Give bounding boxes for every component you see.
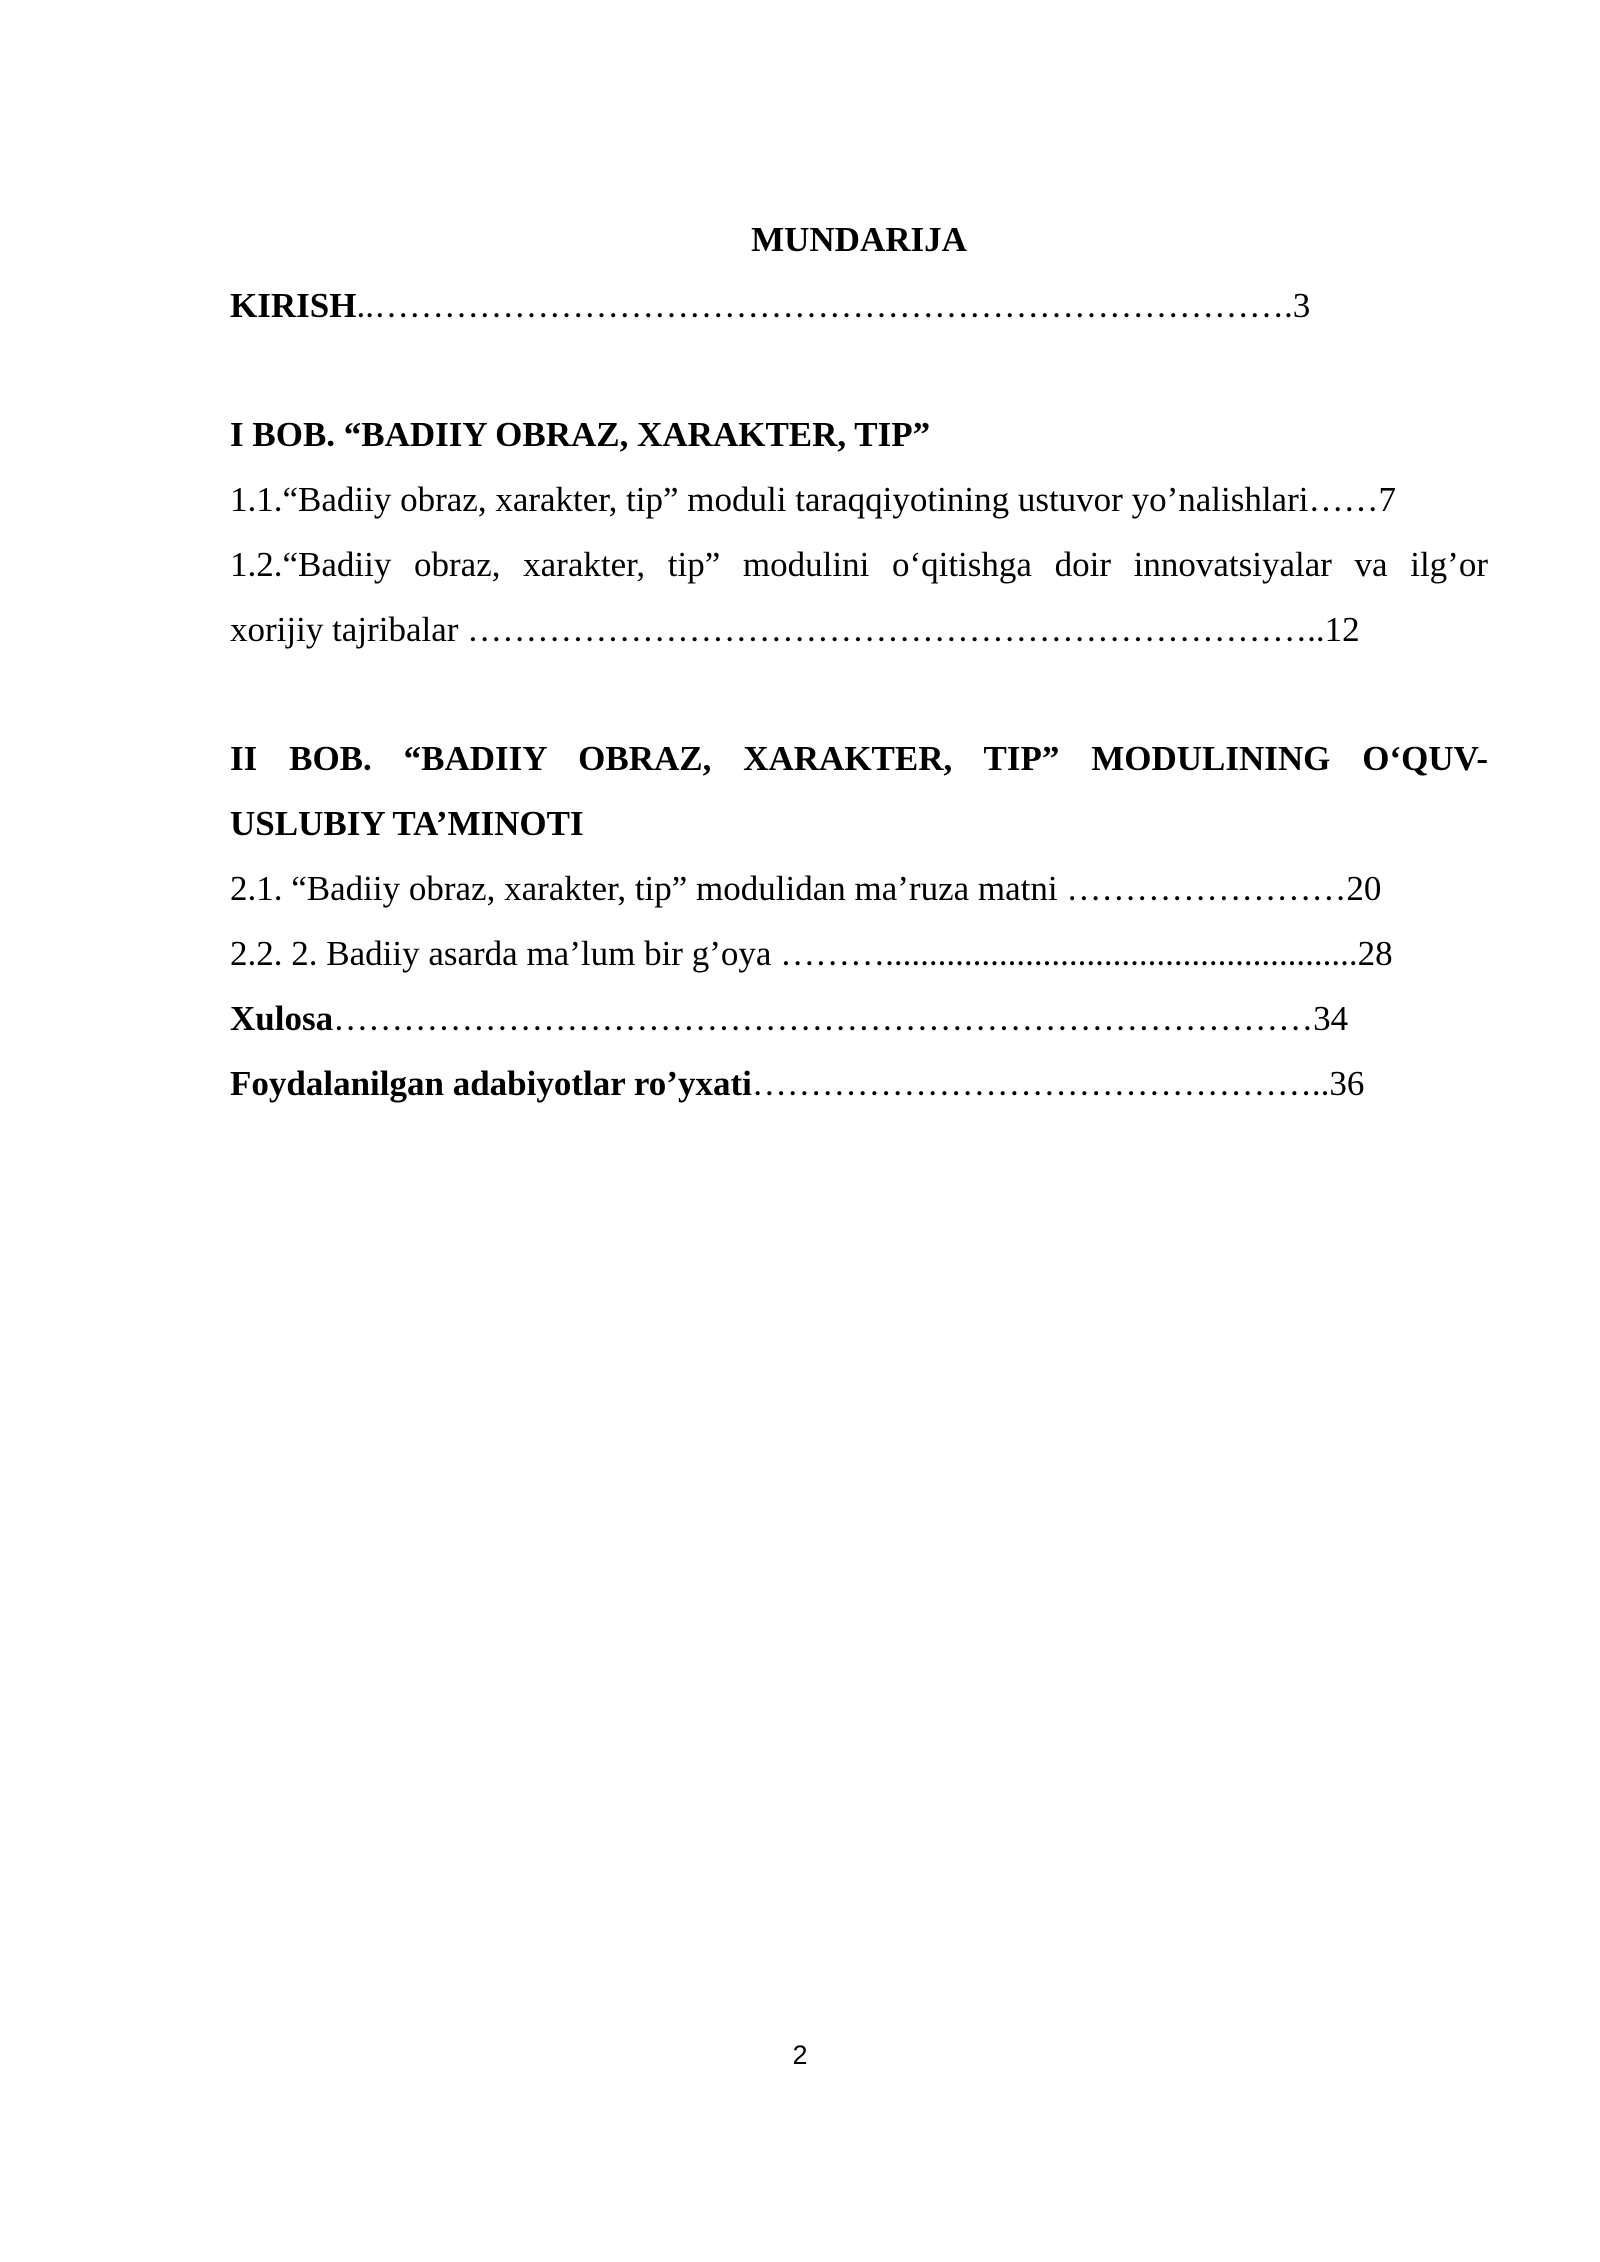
toc-leader-dots: ………………………………………………………………………… <box>333 999 1314 1038</box>
toc-entry-text: 2.2. 2. Badiiy asarda ma’lum bir g’oya ………...................................................... <box>230 934 1358 973</box>
toc-entry-intro <box>230 284 1310 328</box>
toc-page-number: 28 <box>1357 934 1393 973</box>
toc-entry-text: 2.1. “Badiiy obraz, xarakter, tip” modulidan ma’ruza matni …………………… <box>230 869 1347 908</box>
toc-page-number: 12 <box>1324 610 1360 649</box>
chapter-1-heading: I BOB. “BADIIY OBRAZ, XARAKTER, TIP” <box>230 415 931 454</box>
toc-page-number: 36 <box>1329 1064 1365 1103</box>
toc-entry-1-1 <box>230 478 1396 522</box>
chapter-2-heading-line-2: USLUBIY TA’MINOTI <box>230 804 584 843</box>
chapter-2-heading-line-1: II BOB. “BADIIY OBRAZ, XARAKTER, TIP” MODULINING O‘QUV- <box>230 739 1488 778</box>
toc-entry-1-2-line-2 <box>230 608 1360 652</box>
toc-leader-dots: ………………………………………….. <box>751 1064 1330 1103</box>
toc-page-number: 3 <box>1292 286 1311 325</box>
toc-page-number: 7 <box>1378 480 1396 519</box>
toc-entry-references <box>230 1062 1364 1106</box>
toc-entry-label: Xulosa <box>230 999 334 1038</box>
toc-entry-text: xorijiy tajribalar ……………………………………………………………….. <box>230 610 1325 649</box>
toc-page-number: 20 <box>1346 869 1382 908</box>
toc-entry-1-2-line-1: 1.2.“Badiiy obraz, xarakter, tip” modulini o‘qitishga doir innovatsiyalar va ilg’or <box>230 545 1488 584</box>
toc-page-number: 34 <box>1313 999 1349 1038</box>
toc-entry-2-2 <box>230 932 1393 976</box>
toc-leader-dots: ..……………………………………………………………………. <box>356 286 1293 325</box>
toc-entry-label: Foydalanilgan adabiyotlar ro’yxati <box>230 1064 752 1103</box>
toc-entry-label: KIRISH <box>230 286 357 325</box>
toc-entry-conclusion <box>230 997 1348 1041</box>
page-title: MUNDARIJA <box>751 220 967 259</box>
toc-entry-2-1 <box>230 867 1381 911</box>
page-number: 2 <box>792 2040 808 2070</box>
toc-entry-text: 1.1.“Badiiy obraz, xarakter, tip” moduli taraqqiyotining ustuvor yo’nalishlari…… <box>230 480 1379 519</box>
